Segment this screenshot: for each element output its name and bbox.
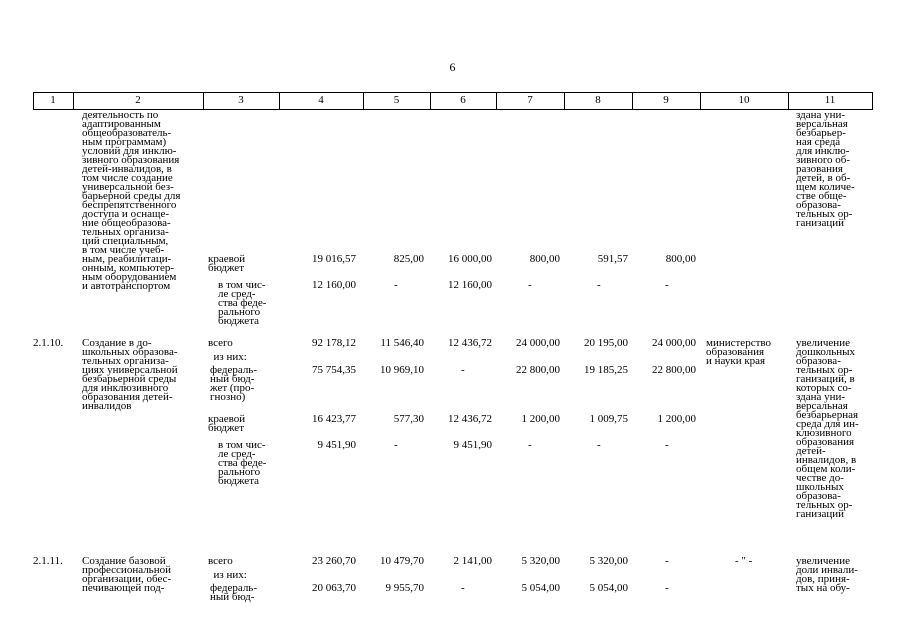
row-2110-executor: министерство образования и науки края [706,337,772,367]
value-cell: 1 200,00 [521,413,560,425]
value-cell: 12 160,00 [448,279,492,291]
header-cell-5: 5 [393,94,400,106]
header-cell-7: 7 [527,94,533,106]
row-2110-description: Создание в до- школьных образова- тельных организа- циях универсальной безбарьерной среды для инклюзивного образования детей- инвалидов [82,337,178,412]
value-cell: - [528,439,532,451]
row-2110-source-federal-funds: в том чис- ле сред- ства феде- рального бюджета [218,439,267,487]
value-cell: - [461,582,465,594]
value-cell: 800,00 [529,253,560,265]
value-cell: 20 195,00 [584,337,628,349]
row-2111-source-federal: федераль- ный бюд- [210,582,257,603]
row-2111-description: Создание базовой профессиональной организации, обес- печивающей под- [82,555,172,594]
value-cell: - [665,582,669,594]
row-2110-result: увеличение дошкольных образова- тельных ор- ганизаций, в которых со- здана уни- версальная безбарьерная среда для ин- клюзивного образования детей- инвалидов, в общем коли- честве до- школьных образова- тельных ор- ганизаций [796,337,859,520]
value-cell: - [461,364,465,376]
page-number: 6 [449,60,456,74]
value-cell: 2 141,00 [453,555,492,567]
value-cell: 19 185,25 [584,364,628,376]
value-cell: - [665,279,669,291]
header-cell-3: 3 [238,94,244,106]
row-2110-number: 2.1.10. [33,337,64,349]
value-cell: 16 423,77 [312,413,356,425]
value-cell: 577,30 [393,413,424,425]
row-2111-source-of-which: из них: [208,569,247,581]
value-cell: 5 054,00 [521,582,560,594]
header-cell-9: 9 [663,94,669,106]
value-cell: - [394,279,398,291]
value-cell: 825,00 [393,253,424,265]
value-cell: 9 955,70 [385,582,424,594]
value-cell: 16 000,00 [448,253,492,265]
header-cell-4: 4 [318,94,324,106]
row-2110-source-of-which: из них: [208,351,247,363]
value-cell: 5 054,00 [589,582,628,594]
row-2111-number: 2.1.11. [33,555,63,567]
value-cell: 24 000,00 [652,337,696,349]
value-cell: 75 754,35 [312,364,356,376]
value-cell: - [665,555,669,567]
value-cell: 22 800,00 [516,364,560,376]
value-cell: 20 063,70 [312,582,356,594]
row-cont-source-1: краевой бюджет [208,253,246,274]
row-cont-source-2: в том чис- ле сред- ства феде- рального бюджета [218,279,267,327]
row-2111-result: увеличение доли инвали- дов, приня- тых на обу- [796,555,858,594]
value-cell: 1 009,75 [589,413,628,425]
header-cell-10: 10 [738,94,750,106]
header-cell-2: 2 [135,94,141,106]
header-cell-8: 8 [595,94,601,106]
value-cell: 10 479,70 [380,555,424,567]
row-2110-source-federal: федераль- ный бюд- жет (про- гнозно) [210,364,257,403]
row-2111-source-total: всего [208,555,233,567]
row-2111-executor: - " - [735,555,753,567]
header-cell-1: 1 [50,94,56,106]
value-cell: 800,00 [665,253,696,265]
value-cell: - [597,279,601,291]
value-cell: 1 200,00 [657,413,696,425]
value-cell: 22 800,00 [652,364,696,376]
value-cell: 9 451,90 [453,439,492,451]
value-cell: - [665,439,669,451]
value-cell: - [394,439,398,451]
value-cell: 12 436,72 [448,413,492,425]
value-cell: 23 260,70 [312,555,356,567]
value-cell: 12 160,00 [312,279,356,291]
value-cell: 19 016,57 [312,253,356,265]
value-cell: 5 320,00 [521,555,560,567]
value-cell: 9 451,90 [317,439,356,451]
value-cell: 12 436,72 [448,337,492,349]
row-2110-source-total: всего [208,337,233,349]
header-cell-6: 6 [460,94,466,106]
value-cell: 10 969,10 [380,364,424,376]
value-cell: 24 000,00 [516,337,560,349]
value-cell: 5 320,00 [589,555,628,567]
value-cell: 92 178,12 [312,337,356,349]
row-2110-source-regional: краевой бюджет [208,413,246,434]
value-cell: 11 546,40 [380,337,424,349]
row-cont-description: деятельность по адаптированным общеобразователь- ным программам) условий для инклю- зивного образования детей-инвалидов, в том числе создание универсальной без- барьерной среды для беспрепятственного доступа и оснаще- ние общеобразова- тельных организа- ций специальным, в том числе учеб- ным, реабилитаци- онным, компьютер- ным оборудованием и автотранспортом [82,109,181,292]
table-header-row [33,92,873,110]
row-cont-result: здана уни- версальная безбарьер- ная среда для инклю- зивного об- разования детей, в об- щем количе- стве обще- образова- тельных ор- ганизаций [796,109,855,229]
header-cell-11: 11 [824,94,836,106]
value-cell: 591,57 [597,253,628,265]
value-cell: - [597,439,601,451]
value-cell: - [528,279,532,291]
